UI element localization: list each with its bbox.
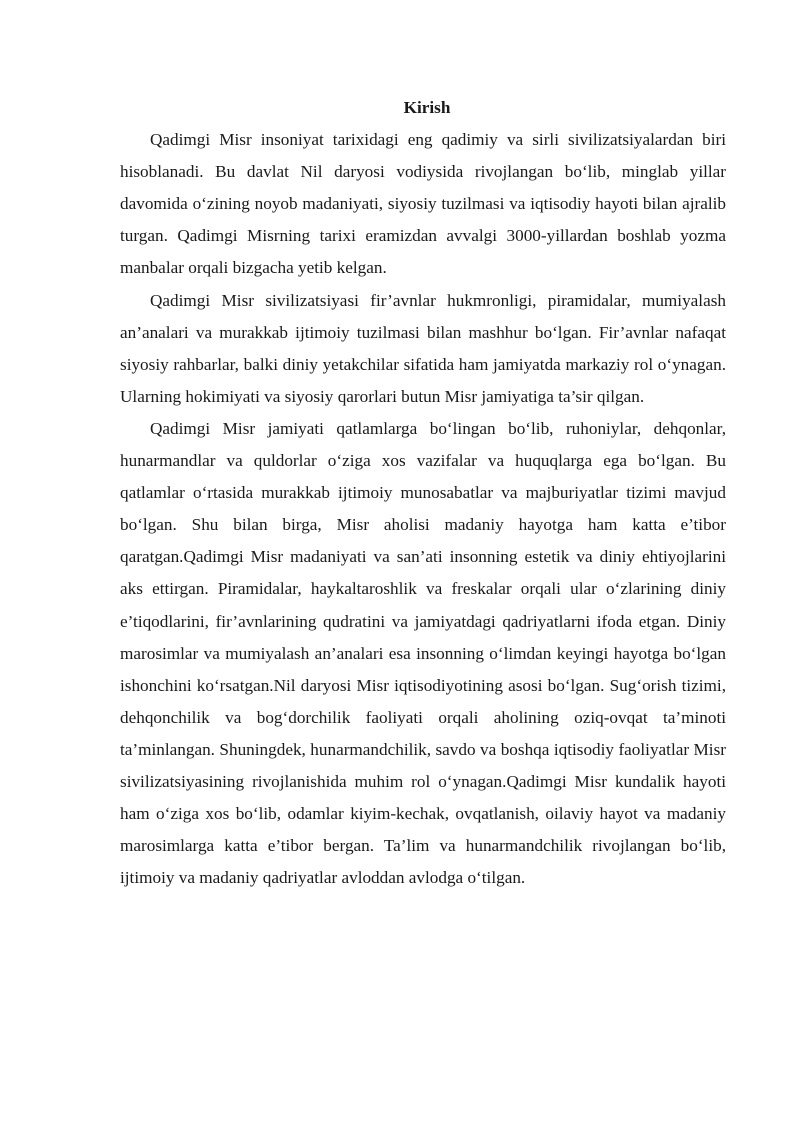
section-title: Kirish [403, 98, 451, 117]
document-body [120, 92, 726, 894]
paragraph-3: Qadimgi Misr jamiyati qatlamlarga bo‘lingan bo‘lib, ruhoniylar, dehqonlar, hunarmandlar va quldorlar o‘ziga xos vazifalar va huquqlarga ega bo‘lgan. Bu qatlamlar o‘rtasida murakkab ijtimoiy munosabatlar va majburiyatlar tizimi mavjud bo‘lgan. Shu bilan birga, Misr aholisi madaniy hayotga ham katta e’tibor qaratgan.Qadimgi Misr madaniyati va san’ati insonning estetik va diniy ehtiyojlarini aks ettirgan. Piramidalar, haykaltaroshlik va freskalar orqali ular o‘zlarining diniy e’tiqodlarini, fir’avnlarining qudratini va jamiyatdagi qadriyatlarni ifoda etgan. Diniy marosimlar va mumiyalash an’analari esa insonning o‘limdan keyingi hayotga bo‘lgan ishonchini ko‘rsatgan.Nil daryosi Misr iqtisodiyotining asosi bo‘lgan. Sug‘orish tizimi, dehqonchilik va bog‘dorchilik faoliyati orqali aholining oziq-ovqat ta’minoti ta’minlangan. Shuningdek, hunarmandchilik, savdo va boshqa iqtisodiy faoliyatlar Misr sivilizatsiyasining rivojlanishida muhim rol o‘ynagan.Qadimgi Misr kundalik hayoti ham o‘ziga xos bo‘lib, odamlar kiyim-kechak, ovqatlanish, oilaviy hayot va madaniy marosimlarga katta e’tibor bergan. Ta’lim va hunarmandchilik rivojlangan bo‘lib, ijtimoiy va madaniy qadriyatlar avloddan avlodga o‘tilgan. [120, 418, 726, 888]
paragraph-2: Qadimgi Misr sivilizatsiyasi fir’avnlar hukmronligi, piramidalar, mumiyalash an’analari va murakkab ijtimoiy tuzilmasi bilan mashhur bo‘lgan. Fir’avnlar nafaqat siyosiy rahbarlar, balki diniy yetakchilar sifatida ham jamiyatda markaziy rol o‘ynagan. Ularning hokimiyati va siyosiy qarorlari butun Misr jamiyatiga ta’sir qilgan. [120, 290, 726, 406]
paragraph-1: Qadimgi Misr insoniyat tarixidagi eng qadimiy va sirli sivilizatsiyalardan biri hisoblanadi. Bu davlat Nil daryosi vodiysida rivojlangan bo‘lib, minglab yillar davomida o‘zining noyob madaniyati, siyosiy tuzilmasi va iqtisodiy hayoti bilan ajralib turgan. Qadimgi Misrning tarixi eramizdan avvalgi 3000-yillardan boshlab yozma manbalar orqali bizgacha yetib kelgan. [120, 130, 726, 278]
